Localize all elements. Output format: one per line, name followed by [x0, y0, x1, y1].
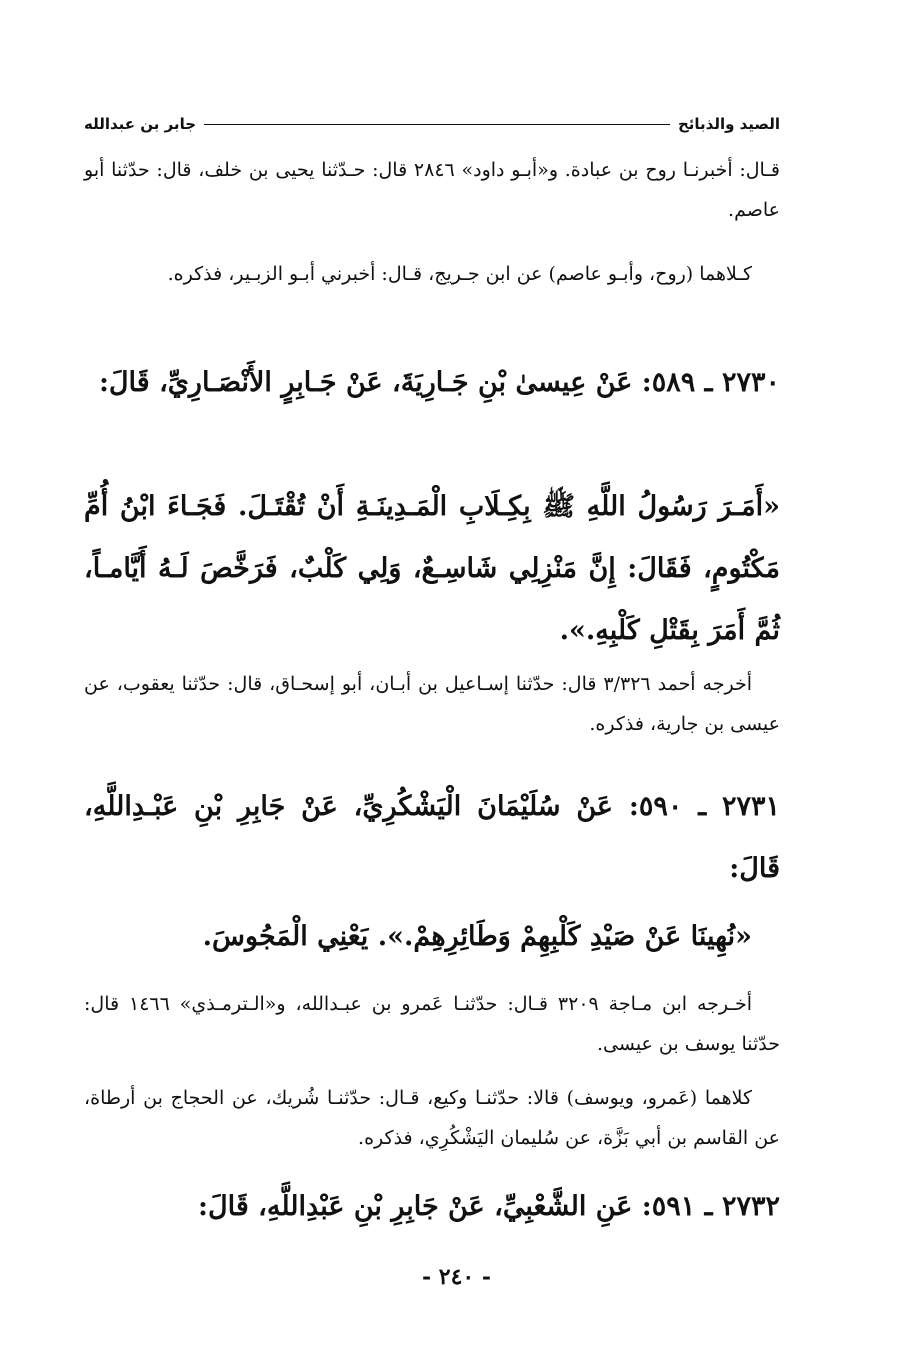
section-title: جابر بن عبدالله	[84, 115, 197, 133]
hadith-heading: ٢٧٣٠ ـ ٥٨٩: عَنْ عِيسىٰ بْنِ جَـارِيَةَ، عَنْ جَـابِرٍ الأَنْصَـارِيِّ، قَالَ:	[98, 367, 780, 398]
hadith-heading: ٢٧٣١ ـ ٥٩٠: عَنْ سُلَيْمَانَ الْيَشْكُرِيِّ، عَنْ جَابِرِ بْنِ عَبْـدِاللَّهِ، قَالَ:	[84, 791, 780, 884]
takhrij-note: قـال: أخبرنـا روح بن عبادة. و«أبـو داود» ٢٨٤٦ قال: حـدّثنا يحيى بن خلف، قال: حدّثنا أبو عاصم.	[84, 159, 780, 221]
takhrij-note: كلاهما (عَمرو، ويوسف) قالا: حدّثنـا وكيع، قـال: حدّثنـا شُريك، عن الحجاج بن أرطاة، عن القاسم بن أبي بَزَّة، عن سُليمان اليَشْكُرِي، فذكره.	[84, 1087, 780, 1149]
running-header	[84, 112, 780, 136]
takhrij-note: أخـرجه ابن مـاجة ٣٢٠٩ قـال: حدّثنـا عَمرو بن عبـدالله، و«الـترمـذي» ١٤٦٦ قال: حدّثنا يوسف بن عيسى.	[84, 993, 780, 1055]
takhrij-note: كـلاهما (روح، وأبـو عاصم) عن ابن جـريج، قـال: أخبرني أبـو الزبـير، فذكره.	[167, 263, 752, 285]
hadith-text: «أَمَـرَ رَسُولُ اللَّهِ ﷺ بِكِـلَابِ الْمَـدِينَـةِ أَنْ تُقْتَـلَ. فَجَـاءَ ابْنُ أُمِّ مَكْتُومٍ، فَقَالَ: إِنَّ مَنْزِلِي شَاسِـعٌ، وَلِي كَلْبٌ، فَرَخَّصَ لَـهُ أَيَّامـاً، ثُمَّ أَمَرَ بِقَتْلِ كَلْبِهِ.».	[84, 491, 780, 646]
chapter-title: الصيد والذبائح	[677, 115, 780, 133]
takhrij-note: أخرجه أحمد ٣/٣٢٦ قال: حدّثنا إسـاعيل بن أبـان، أبو إسحـاق، قال: حدّثنا يعقوب، عن عيسى بن جارية، فذكره.	[84, 673, 780, 735]
hadith-heading: ٢٧٣٢ ـ ٥٩١: عَنِ الشَّعْبِيِّ، عَنْ جَابِرِ بْنِ عَبْدِاللَّهِ، قَالَ:	[198, 1191, 780, 1222]
page-number: - ٢٤٠ -	[421, 1264, 492, 1290]
header-rule	[204, 124, 670, 125]
hadith-text: «نُهِينَا عَنْ صَيْدِ كَلْبِهِمْ وَطَائِرِهِمْ.». يَعْنِي الْمَجُوسَ.	[202, 921, 752, 952]
